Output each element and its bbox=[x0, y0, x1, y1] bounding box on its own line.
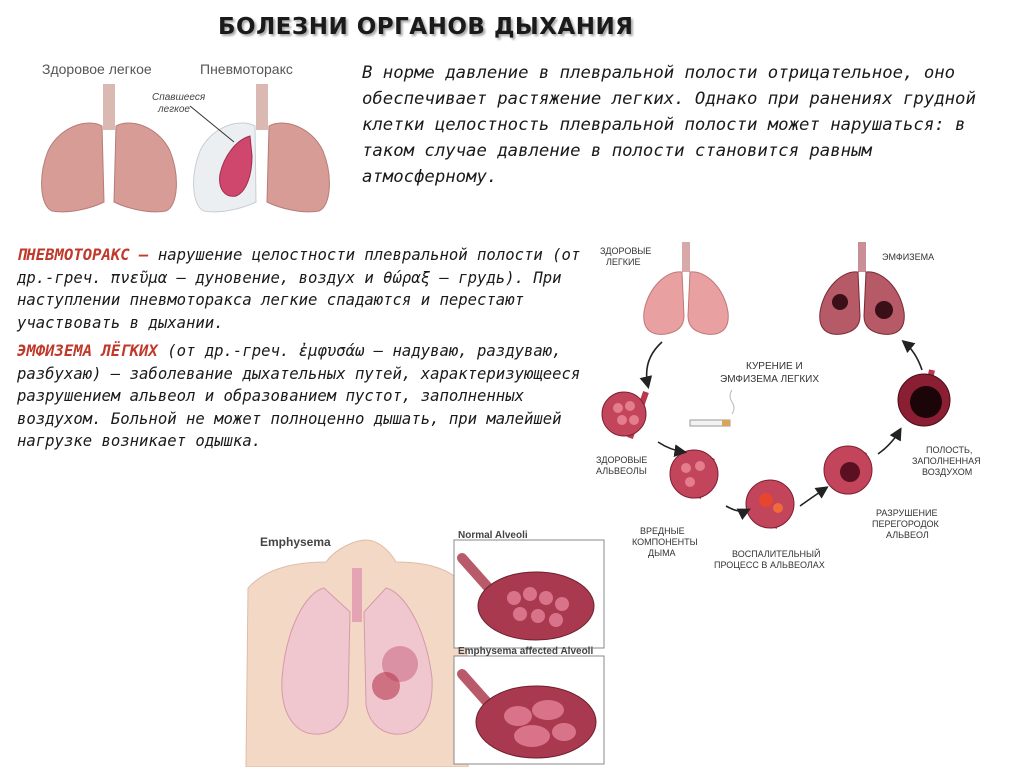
smoke-label-1: ВРЕДНЫЕ bbox=[640, 526, 685, 536]
healthy-alveoli-image bbox=[602, 392, 646, 438]
healthy-alveoli-label-1: ЗДОРОВЫЕ bbox=[596, 455, 648, 465]
healthy-alveoli-label-2: АЛЬВЕОЛЫ bbox=[596, 466, 647, 476]
page-title: БОЛЕЗНИ ОРГАНОВ ДЫХАНИЯ bbox=[218, 14, 634, 40]
destruction-label-1: РАЗРУШЕНИЕ bbox=[876, 508, 938, 518]
intro-paragraph: В норме давление в плевральной полости отрицательное, оно обеспечивает растяжение легких. Однако при ранениях грудной клетки целостность плевральной полости может нарушаться: в таком случае давление в полости становится равным атмосферному. bbox=[362, 63, 976, 187]
air-cavity-image bbox=[898, 370, 950, 426]
pneumothorax-text: нарушение целостности плевральной полости (от др.-греч. πνεῦμα — дуновение, воздух и θώραξ — грудь). При наступлении пневмоторакса легкие спадаются и перестают участвовать в дыхании. bbox=[17, 246, 581, 332]
healthy-lungs-label-2: ЛЕГКИЕ bbox=[606, 257, 641, 267]
inflamed-alveoli-image bbox=[746, 480, 794, 528]
cycle-title-1: КУРЕНИЕ И bbox=[746, 361, 803, 372]
pneumothorax-illustration bbox=[30, 56, 340, 216]
cavity-label-1: ПОЛОСТЬ, bbox=[926, 445, 973, 455]
healthy-lung-label: Здоровое легкое bbox=[42, 61, 152, 77]
destruction-label-3: АЛЬВЕОЛ bbox=[886, 530, 929, 540]
destroyed-alveoli-image bbox=[824, 446, 872, 494]
collapsed-lung-label-2: легкое bbox=[158, 104, 190, 115]
pneumothorax-dash: – bbox=[129, 246, 158, 264]
pneumothorax-term: ПНЕВМОТОРАКС bbox=[17, 246, 130, 264]
cycle-title-2: ЭМФИЗЕМА ЛЕГКИХ bbox=[720, 374, 820, 385]
inflammation-label-2: ПРОЦЕСС В АЛЬВЕОЛАХ bbox=[714, 560, 825, 570]
emphysema-figure-label: Emphysema bbox=[260, 535, 331, 549]
smoke-label-2: КОМПОНЕНТЫ bbox=[632, 537, 698, 547]
normal-alveoli-label: Normal Alveoli bbox=[458, 530, 528, 541]
emphysema-lungs-label: ЭМФИЗЕМА bbox=[882, 252, 935, 262]
inflammation-label-1: ВОСПАЛИТЕЛЬНЫЙ bbox=[732, 549, 821, 559]
inflammation-alveoli-image bbox=[670, 450, 718, 498]
collapsed-lung-label-1: Спавшееся bbox=[152, 92, 206, 103]
affected-alveoli-label: Emphysema affected Alveoli bbox=[458, 646, 594, 657]
healthy-lung-pair bbox=[42, 84, 177, 212]
cavity-label-3: ВОЗДУХОМ bbox=[922, 467, 973, 477]
destruction-label-2: ПЕРЕГОРОДОК bbox=[872, 519, 939, 529]
cigarette-icon bbox=[690, 390, 734, 426]
healthy-lungs-label-1: ЗДОРОВЫЕ bbox=[600, 246, 652, 256]
emphysema-definition bbox=[17, 340, 617, 453]
pneumothorax-definition bbox=[17, 244, 617, 334]
smoking-emphysema-cycle bbox=[586, 238, 1020, 584]
pneumothorax-lung-pair bbox=[190, 84, 329, 212]
emphysema-text: (от др.-греч. ἐμφυσάω — надуваю, раздуваю, разбухаю) — заболевание дыхательных путей, характеризующееся разрушением альвеол и образованием пустот, заполненных воздухом. Больной не может полноценно дышать, при малейшей нагрузке возникает одышка. bbox=[17, 342, 581, 450]
definitions-block bbox=[17, 244, 617, 453]
pneumothorax-label: Пневмоторакс bbox=[200, 61, 293, 77]
torso-image bbox=[246, 540, 468, 767]
cavity-label-2: ЗАПОЛНЕННАЯ bbox=[912, 456, 981, 466]
healthy-lungs-image bbox=[644, 242, 729, 334]
emphysema-term: ЭМФИЗЕМА ЛЁГКИХ bbox=[17, 342, 158, 360]
smoke-label-3: ДЫМА bbox=[648, 548, 676, 558]
emphysema-comparison-figure bbox=[236, 528, 606, 767]
